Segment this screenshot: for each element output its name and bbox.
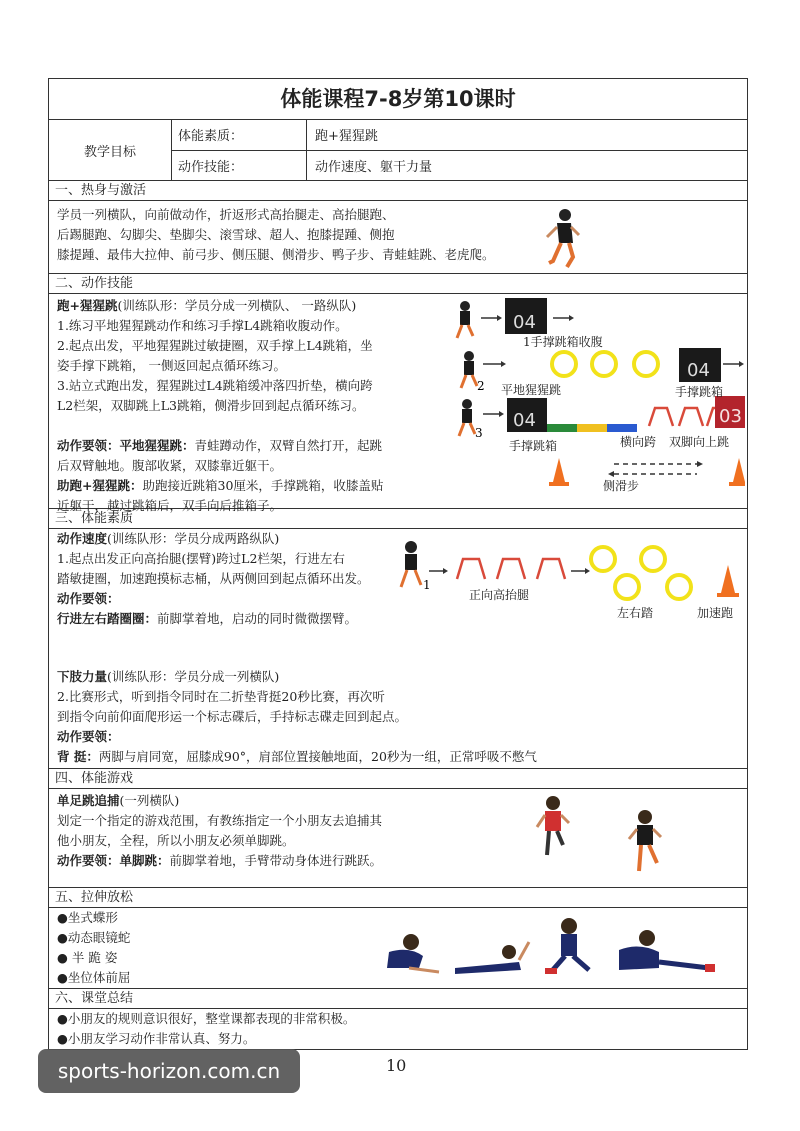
goal-row (172, 120, 747, 150)
hurdle-icon (457, 559, 565, 579)
text-line: 3.站立式跑出发，猩猩跳过L4跳箱缓冲落四折垫，横向跨 (57, 378, 373, 393)
text-line: 后双臂触地。腹部收紧，双膝靠近躯干。 (57, 458, 283, 473)
box-number: 03 (719, 406, 742, 427)
essentials-bold: 背 挺： (57, 749, 99, 764)
text-line: 近躯干，越过跳箱后，双手向后推箱子。 (57, 498, 283, 513)
list-item: ●动态眼镜蛇 (57, 930, 131, 945)
kid-icon (401, 541, 421, 587)
cone-icon (553, 458, 565, 482)
teaching-goal (49, 120, 747, 181)
diagram-label: 1手撑跳箱收腹 (523, 335, 603, 349)
essentials-text: 前脚掌着地，手臂带动身体进行跳跃。 (169, 853, 383, 868)
watermark: sports-horizon.com.cn (38, 1049, 300, 1093)
page-title: 体能课程7-8岁第10课时 (49, 79, 747, 120)
essentials-text: 青蛙蹲动作，双臂自然打开，起跳 (194, 438, 383, 453)
cone-icon (733, 458, 745, 482)
goal-label: 教学目标 (49, 120, 172, 180)
goal-value: 跑+猩猩跳 (315, 129, 378, 145)
section-game (49, 789, 747, 888)
agility-ring-icon (641, 547, 665, 571)
section-skills (49, 294, 747, 513)
diagram-label: 手撑跳箱 (509, 439, 558, 453)
section-heading-fitness: 三、体能素质 (49, 509, 747, 529)
text-line: 他小朋友，全程，所以小朋友必须单脚跳。 (57, 833, 295, 848)
section-heading-skills: 二、动作技能 (49, 274, 747, 294)
text-line: 2.起点出发，平地猩猩跳过敏捷圈，双手撑上L4跳箱，坐 (57, 338, 373, 353)
step-number: 2 (477, 379, 485, 393)
goal-row (172, 150, 747, 181)
diagram-label: 手撑跳箱 (675, 385, 724, 399)
game-formation: (一列横队) (119, 793, 180, 808)
goal-key: 体能素质： (172, 120, 307, 150)
speed-title: 动作速度 (57, 531, 108, 546)
section-heading-game: 四、体能游戏 (49, 769, 747, 789)
agility-ring-icon (667, 575, 691, 599)
text-line: 膝提踵、最伟大拉伸、前弓步、侧压腿、侧滑步、鸭子步、青蛙蛙跳、老虎爬。 (57, 247, 495, 262)
essentials-text: 前脚掌着地，启动的同时微微摆臂。 (157, 611, 358, 626)
diagram-label: 平地猩猩跳 (501, 383, 562, 397)
running-kid-icon (543, 207, 583, 269)
lower-formation: (训练队形：学员分成一列横队) (107, 669, 280, 684)
list-item: ● 半 跪 姿 (57, 950, 118, 965)
kid-icon (457, 301, 473, 338)
text-line: 姿手撑下跳箱， 一侧返回起点循环练习。 (57, 358, 286, 373)
page-number: 10 (386, 1056, 407, 1075)
step-number: 3 (475, 426, 483, 440)
step-number: 1 (423, 578, 431, 592)
section-summary (49, 1009, 747, 1049)
box-number: 04 (513, 312, 536, 333)
section-stretch (49, 908, 747, 989)
text-line: 划定一个指定的游戏范围，有教练指定一个小朋友去追捕其 (57, 813, 383, 828)
agility-ring-icon (634, 352, 658, 376)
essentials-label: 助跑+猩猩跳： (57, 478, 143, 493)
section-heading-summary: 六、课堂总结 (49, 989, 747, 1009)
list-item: ●小朋友学习动作非常认真、努力。 (57, 1031, 256, 1046)
essentials-label: 动作要领：平地猩猩跳： (57, 438, 195, 453)
text-line: L2栏架，双脚跳上L3跳箱，侧滑步回到起点循环练习。 (57, 398, 365, 413)
kid-icon (461, 351, 477, 388)
box-number: 04 (513, 410, 536, 431)
essentials-label: 动作要领： (57, 591, 120, 606)
agility-ring-icon (591, 547, 615, 571)
game-title: 单足跳追捕 (57, 793, 120, 808)
goal-key: 动作技能： (172, 151, 307, 181)
diagram-label: 加速跑 (697, 606, 734, 620)
mat-icon (547, 424, 577, 432)
kid-icon (459, 399, 475, 436)
skill-formation: (训练队形：学员分成一列横队、 一路纵队) (117, 298, 357, 313)
goal-value: 动作速度、躯干力量 (315, 159, 433, 175)
list-item: ●坐式蝶形 (57, 910, 118, 925)
section-heading-warmup: 一、热身与激活 (49, 181, 747, 201)
text-line: 到指令向前仰面爬形运一个标志碟后，手持标志碟走回到起点。 (57, 709, 408, 724)
hopping-kids-icon (533, 793, 673, 883)
essentials-bold: 行进左右踏圈圈： (57, 611, 158, 626)
fitness-diagram (395, 537, 745, 627)
text-line: 2.比赛形式，听到指令同时在二折垫背挺20秒比赛，再次听 (57, 689, 385, 704)
stretching-kids-icon (369, 912, 739, 984)
box-number: 04 (687, 360, 710, 381)
text-line: 踏敏捷圈，加速跑摸标志桶，从两侧回到起点循环出发。 (57, 571, 370, 586)
list-item: ●小朋友的规则意识很好，整堂课都表现的非常积极。 (57, 1011, 356, 1026)
diagram-label: 左右踏 (617, 606, 654, 620)
skill-title: 跑+猩猩跳 (57, 298, 118, 313)
cone-icon (721, 565, 735, 593)
diagram-label: 侧滑步 (603, 479, 640, 493)
text-line: 1.练习平地猩猩跳动作和练习手撑L4跳箱收腹动作。 (57, 318, 348, 333)
essentials-text: 助跑接近跳箱30厘米，手撑跳箱，收膝盖贴 (142, 478, 384, 493)
speed-formation: (训练队形：学员分成两路纵队) (107, 531, 280, 546)
text-line: 学员一列横队，向前做动作，折返形式高抬腿走、高抬腿跑、 (57, 207, 395, 222)
section-heading-stretch: 五、拉伸放松 (49, 888, 747, 908)
diagram-label: 横向跨 (620, 435, 657, 449)
section-fitness (49, 529, 747, 769)
text-line: 后踢腿跑、勾脚尖、垫脚尖、滚雪球、超人、抱膝提踵、侧抱 (57, 227, 395, 242)
lower-title: 下肢力量 (57, 669, 108, 684)
lesson-sheet (48, 78, 748, 1050)
essentials-label: 动作要领： (57, 729, 120, 744)
diagram-label: 正向高抬腿 (469, 588, 530, 602)
agility-ring-icon (592, 352, 616, 376)
essentials-text: 两脚与肩同宽，屈膝成90°，肩部位置接触地面，20秒为一组，正常呼吸不憋气 (98, 749, 537, 764)
agility-ring-icon (615, 575, 639, 599)
agility-ring-icon (552, 352, 576, 376)
diagram-label: 双脚向上跳 (669, 435, 730, 449)
text-line: 1.起点出发正向高抬腿(摆臂)跨过L2栏架，行进左右 (57, 551, 345, 566)
section-warmup (49, 201, 747, 274)
essentials-label: 动作要领：单脚跳： (57, 853, 170, 868)
list-item: ●坐位体前屈 (57, 970, 131, 985)
